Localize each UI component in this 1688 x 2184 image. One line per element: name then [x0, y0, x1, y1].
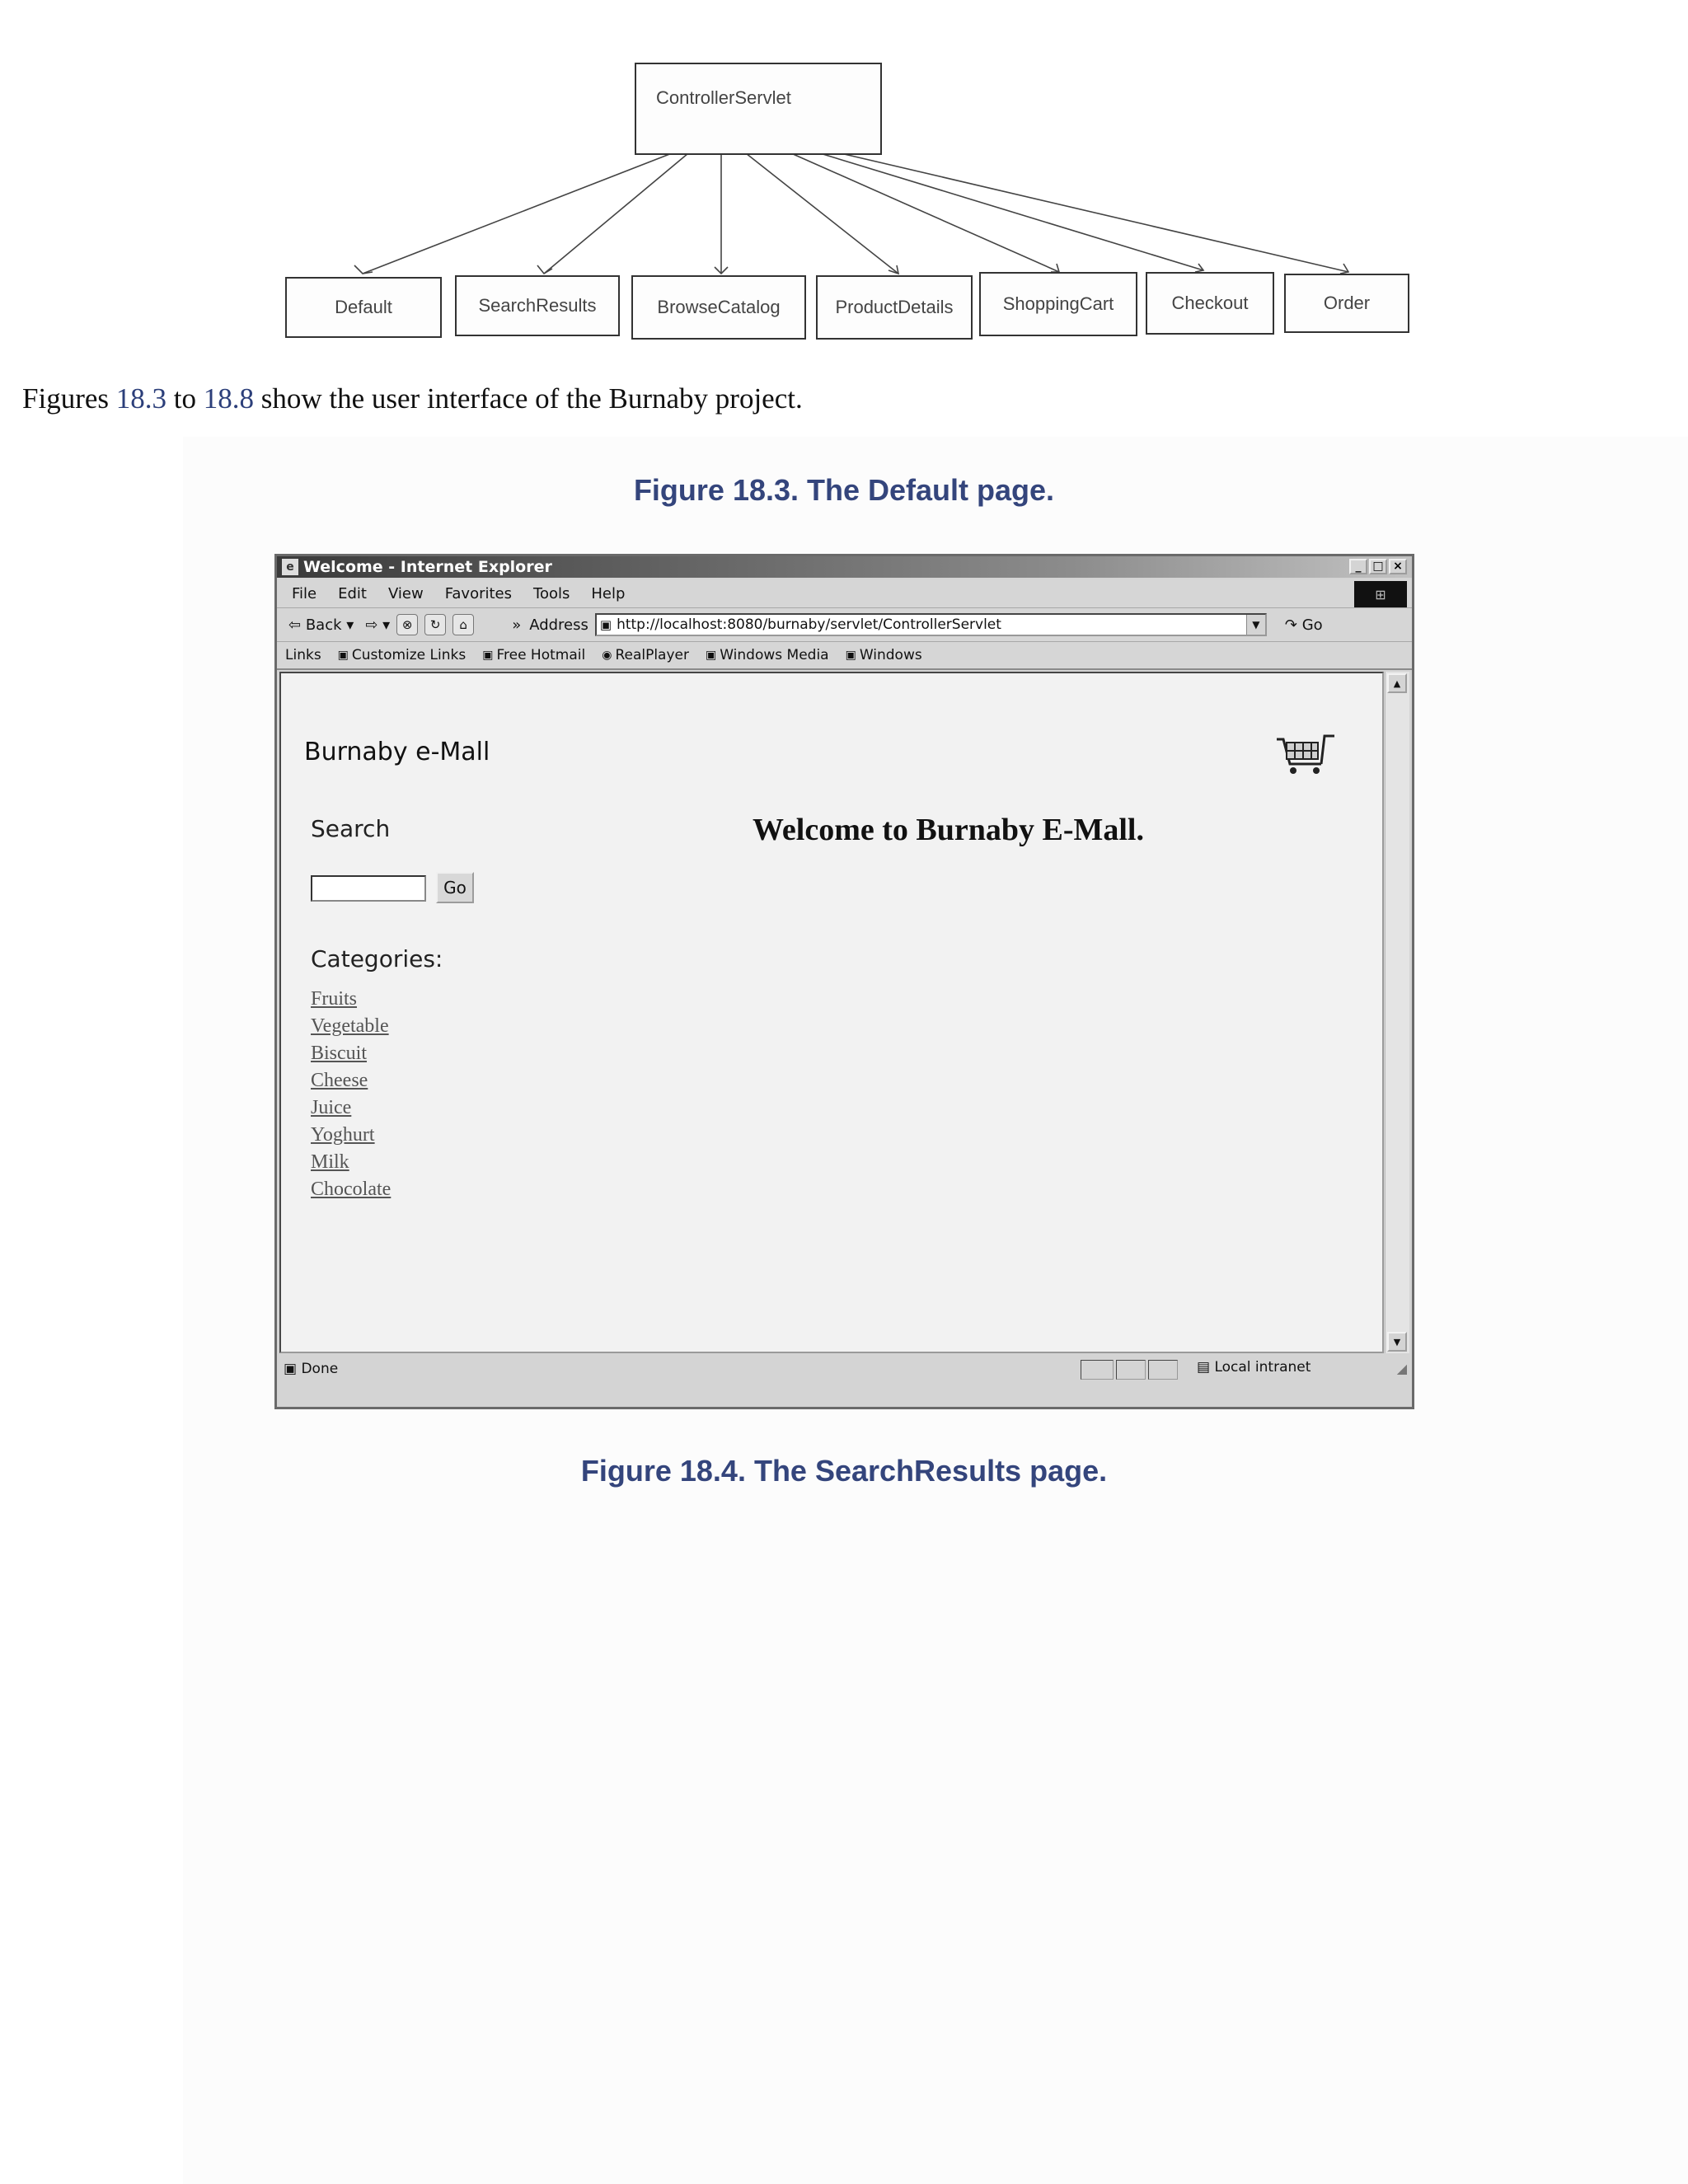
back-arrow-icon: ⇦ — [288, 616, 302, 634]
vertical-scrollbar[interactable] — [1385, 672, 1409, 1353]
diagram-box-searchresults: SearchResults — [455, 275, 620, 336]
list-item — [311, 1070, 391, 1097]
navigation-toolbar — [277, 608, 1412, 642]
menu-help[interactable]: Help — [591, 584, 626, 602]
list-item — [311, 1043, 391, 1070]
title-bar — [277, 556, 1412, 578]
controller-diagram — [272, 49, 1418, 346]
menu-edit[interactable]: Edit — [338, 584, 367, 602]
zone-text: Local intranet — [1214, 1359, 1311, 1376]
intro-text-after: show the user interface of the Burnaby project. — [253, 382, 803, 415]
status-text: Done — [301, 1361, 339, 1377]
menu-favorites[interactable]: Favorites — [444, 584, 513, 602]
home-icon[interactable]: ⌂ — [452, 614, 474, 635]
link-label: Customize Links — [351, 647, 467, 663]
status-done — [284, 1361, 338, 1377]
minimize-icon[interactable]: _ — [1349, 559, 1367, 574]
toolbar-chevron-icon[interactable]: » — [512, 616, 522, 634]
intro-text-middle: to — [166, 382, 204, 415]
welcome-heading: Welcome to Burnaby E-Mall. — [753, 813, 1144, 847]
list-item — [311, 1151, 391, 1179]
link-label: RealPlayer — [615, 647, 689, 663]
list-item — [311, 1179, 391, 1206]
forward-dropdown-icon[interactable]: ▾ — [382, 616, 391, 634]
diagram-box-productdetails: ProductDetails — [816, 275, 973, 340]
controller-servlet-box: ControllerServlet — [635, 63, 882, 155]
link-label: Free Hotmail — [496, 647, 586, 663]
windows-logo-icon: ⊞ — [1354, 581, 1407, 607]
category-link-chocolate[interactable]: Chocolate — [311, 1179, 392, 1200]
links-label: Links — [285, 647, 321, 663]
menu-bar — [277, 579, 1412, 608]
diagram-box-order: Order — [1284, 274, 1409, 333]
status-panel — [1081, 1360, 1114, 1380]
page-icon: ▣ — [599, 617, 612, 632]
page-icon: ▣ — [284, 1361, 298, 1377]
diagram-box-shoppingcart: ShoppingCart — [979, 272, 1137, 336]
realplayer-icon: ◉ — [602, 649, 612, 662]
categories-label: Categories: — [311, 945, 443, 972]
figure-caption-18-4: Figure 18.4. The SearchResults page. — [580, 1454, 1108, 1488]
menu-view[interactable]: View — [387, 584, 424, 602]
back-dropdown-icon[interactable]: ▾ — [346, 616, 354, 634]
ie-app-icon: e — [282, 559, 298, 575]
list-item — [311, 1015, 391, 1043]
address-dropdown-icon[interactable]: ▼ — [1246, 615, 1265, 635]
category-link-juice[interactable]: Juice — [311, 1097, 352, 1118]
category-link-biscuit[interactable]: Biscuit — [311, 1043, 368, 1064]
go-arrow-icon: ↷ — [1284, 616, 1297, 634]
address-url: http://localhost:8080/burnaby/servlet/ControllerServlet — [617, 616, 1001, 633]
intro-text-before: Figures — [22, 382, 116, 415]
status-bar — [277, 1356, 1412, 1382]
refresh-icon[interactable]: ↻ — [424, 614, 446, 635]
address-bar[interactable] — [595, 613, 1267, 636]
status-panel — [1116, 1360, 1146, 1380]
maximize-icon[interactable]: □ — [1369, 559, 1387, 574]
window-controls — [1349, 559, 1407, 574]
link-label: Windows Media — [720, 647, 829, 663]
window-title: Welcome - Internet Explorer — [303, 558, 552, 576]
figure-caption-18-3: Figure 18.3. The Default page. — [633, 473, 1055, 507]
forward-arrow-icon: ⇨ — [365, 616, 378, 634]
diagram-box-browsecatalog: BrowseCatalog — [631, 275, 806, 340]
intranet-icon: ▤ — [1197, 1359, 1211, 1376]
list-item — [311, 988, 391, 1015]
menu-tools[interactable]: Tools — [533, 584, 570, 602]
forward-button[interactable] — [365, 616, 390, 634]
search-input[interactable] — [311, 875, 426, 902]
close-icon[interactable]: × — [1389, 559, 1407, 574]
diagram-box-default: Default — [285, 277, 442, 338]
intro-paragraph — [22, 382, 803, 415]
figure-link-18-3[interactable]: 18.3 — [115, 382, 166, 415]
search-label: Search — [311, 815, 391, 842]
address-go-button[interactable] — [1285, 616, 1323, 634]
shopping-cart-icon[interactable] — [1273, 731, 1336, 777]
link-windows-media[interactable] — [706, 647, 829, 663]
category-link-vegetable[interactable]: Vegetable — [311, 1015, 389, 1037]
search-go-button[interactable]: Go — [436, 872, 474, 903]
back-label: Back — [305, 616, 342, 634]
address-label: Address — [529, 616, 588, 634]
list-item — [311, 1097, 391, 1124]
list-item — [311, 1124, 391, 1151]
category-link-cheese[interactable]: Cheese — [311, 1070, 368, 1091]
site-title: Burnaby e-Mall — [304, 738, 490, 766]
security-zone — [1197, 1359, 1311, 1376]
menu-file[interactable]: File — [292, 584, 317, 602]
ie-window — [274, 554, 1414, 1409]
link-label: Windows — [859, 647, 922, 663]
figure-link-18-8[interactable]: 18.8 — [203, 382, 254, 415]
diagram-box-checkout: Checkout — [1146, 272, 1274, 335]
link-free-hotmail[interactable] — [482, 647, 585, 663]
stop-icon[interactable]: ⊗ — [396, 614, 418, 635]
go-label: Go — [1301, 616, 1323, 634]
page-icon: ▣ — [845, 649, 856, 662]
links-bar — [277, 642, 1412, 670]
resize-grip-icon[interactable]: ◢ — [1396, 1361, 1407, 1376]
scroll-down-icon[interactable]: ▼ — [1387, 1332, 1407, 1352]
link-customize-links[interactable] — [338, 647, 467, 663]
page-icon: ▣ — [337, 649, 349, 662]
category-link-yoghurt[interactable]: Yoghurt — [311, 1124, 375, 1146]
page-icon: ▣ — [706, 649, 717, 662]
link-windows[interactable] — [846, 647, 922, 663]
category-link-fruits[interactable]: Fruits — [311, 988, 358, 1010]
page-icon: ▣ — [482, 649, 494, 662]
status-panel — [1148, 1360, 1178, 1380]
back-button[interactable] — [288, 616, 354, 634]
scroll-up-icon[interactable]: ▲ — [1387, 673, 1407, 693]
category-list — [311, 988, 391, 1206]
link-realplayer[interactable] — [602, 647, 689, 663]
category-link-milk[interactable]: Milk — [311, 1151, 349, 1173]
page-content — [279, 672, 1384, 1353]
